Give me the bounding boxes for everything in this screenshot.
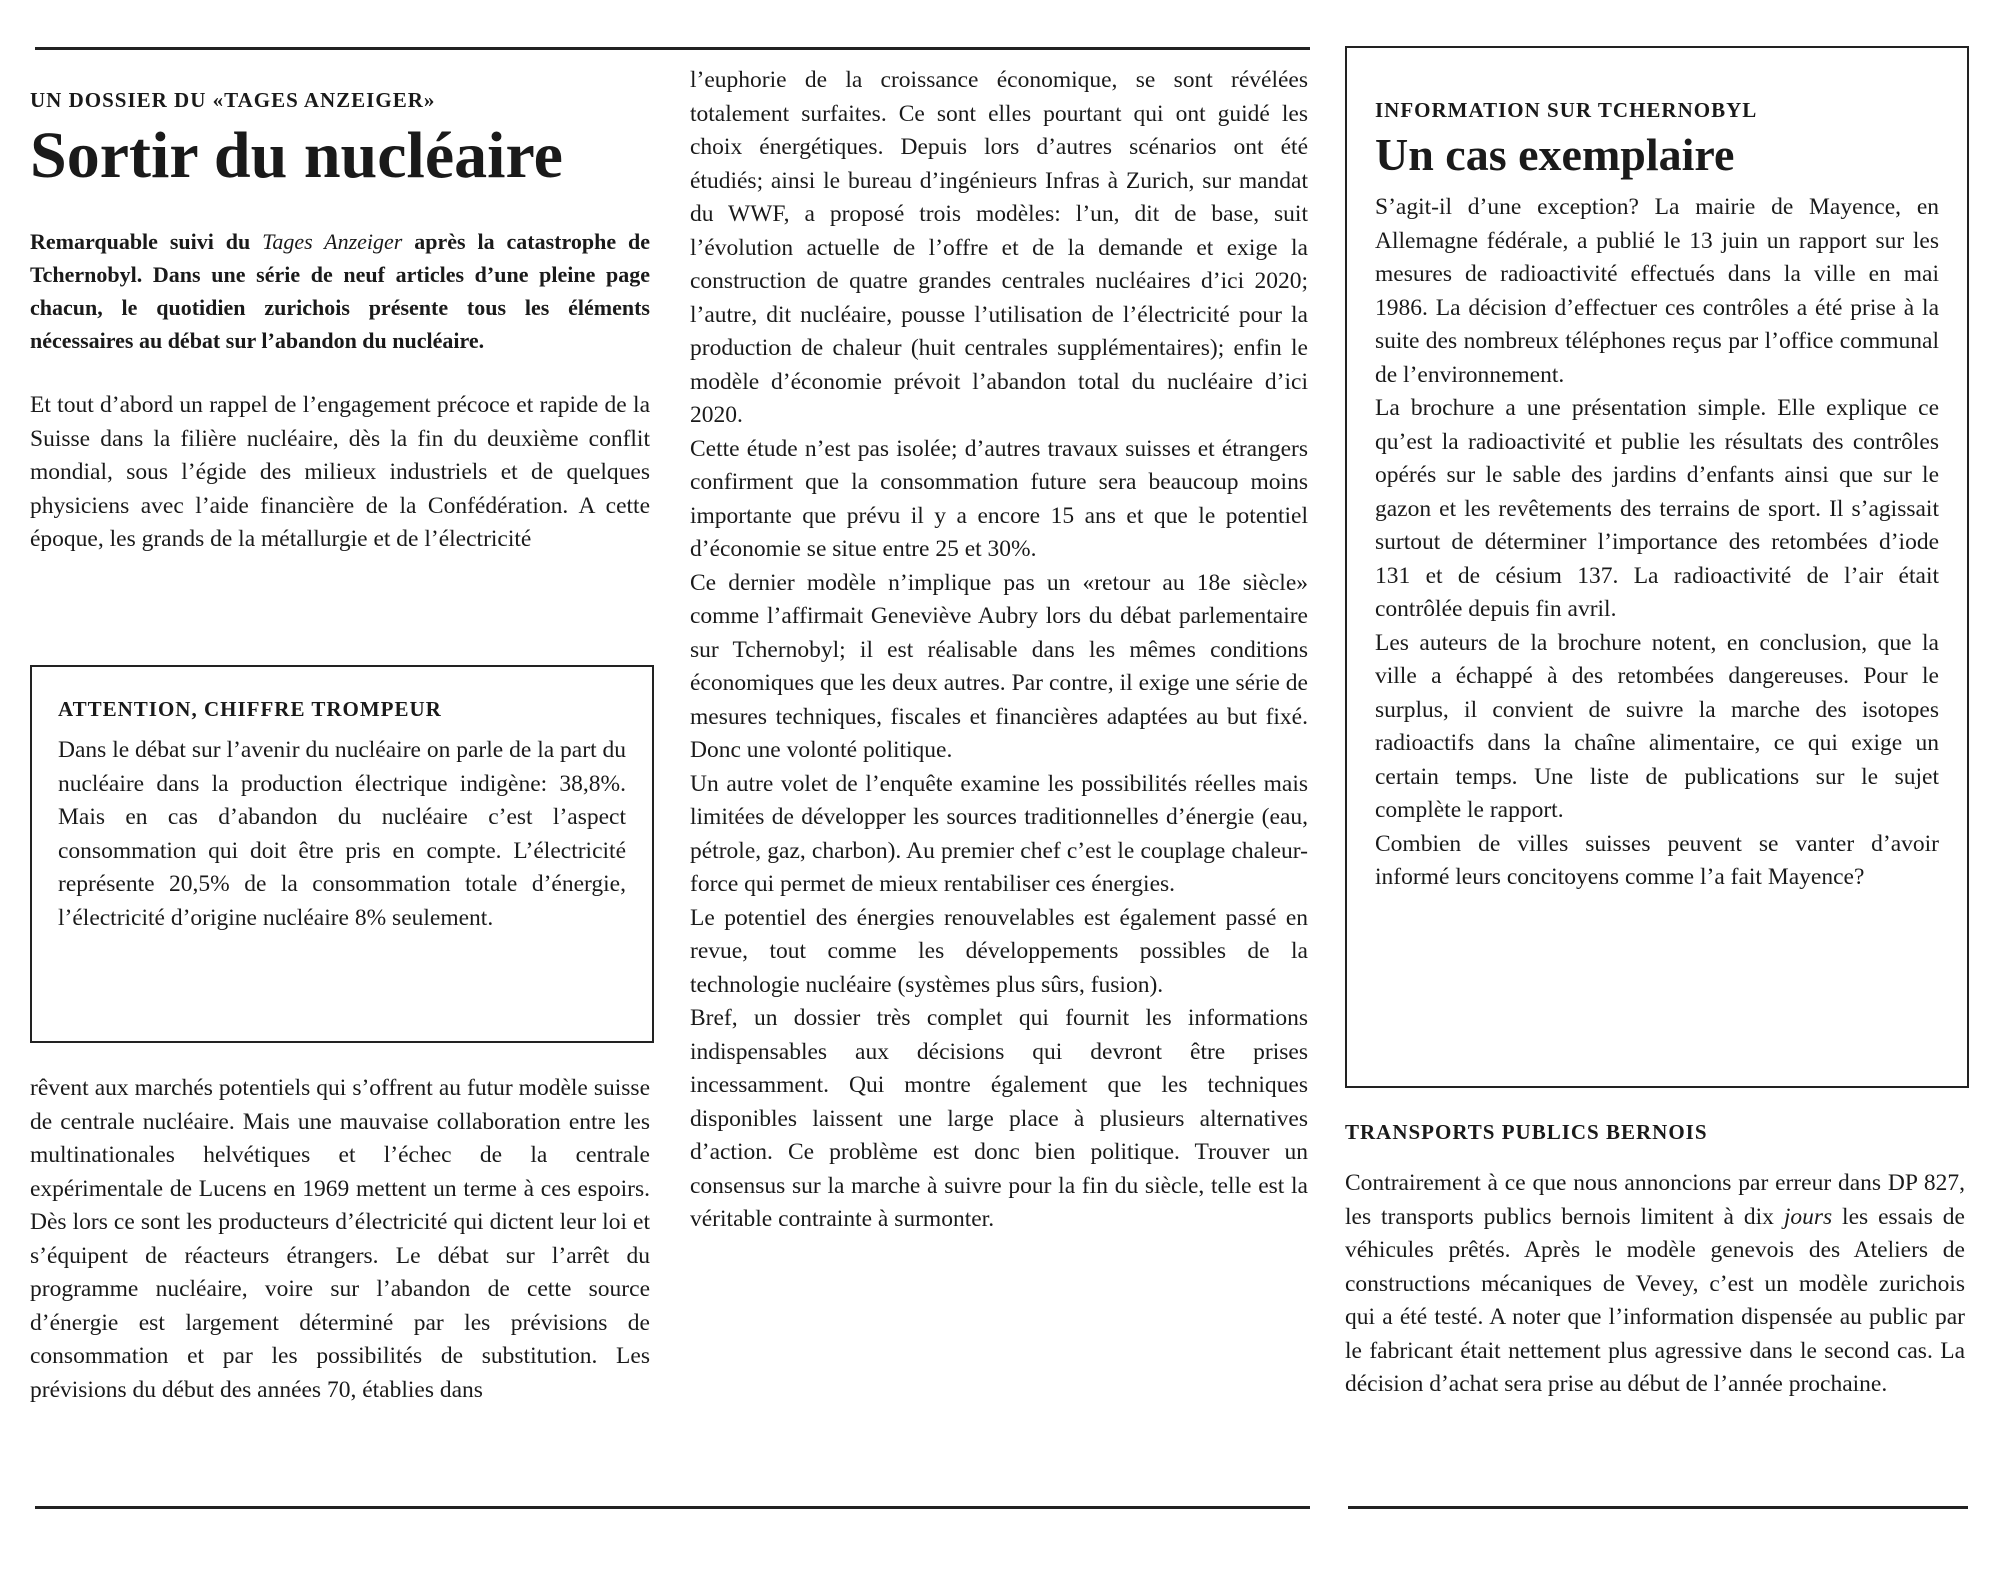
middle-paragraph-4: Un autre volet de l’enquête examine les possibilités réelles mais limitées de développer les sources traditionnelles d’énergie (eau, pétrole, gaz, charbon). Au premier chef c’est le couplage chaleur-force qui permet de mieux rentabiliser ces énergies.: [690, 770, 1308, 897]
left-paragraph-2: rêvent aux marchés potentiels qui s’offrent au futur modèle suisse de centrale nucléaire. Mais une mauvaise collaboration entre les multinationales helvétiques et l’échec de la centrale expérimentale de Lucens en 1969 mettent un terme à ces espoirs. Dès lors ce sont les producteurs d’électricité qui dictent leur loi et s’équipent de réacteurs étrangers. Le débat sur l’arrêt du programme nucléaire, voire sur l’abandon de cette source d’énergie est largement déterminé par les prévisions de consommation et par les possibilités de substitution. Les prévisions du début des années 70, établies dans: [30, 1075, 650, 1403]
transports-section: [1345, 1120, 1965, 1402]
chernobyl-title: Un cas exemplaire: [1375, 129, 1735, 180]
transports-text-1: Contrairement à ce que nous annoncions par erreur dans DP 827, les transports publics bernois limitent à dix: [1345, 1170, 1965, 1230]
chernobyl-kicker: INFORMATION SUR TCHERNOBYL: [1375, 98, 1758, 122]
dossier-kicker: UN DOSSIER DU «TAGES ANZEIGER»: [30, 88, 436, 112]
middle-column: [690, 64, 1308, 1237]
left-paragraph-1: Et tout d’abord un rappel de l’engagement précoce et rapide de la Suisse dans la filière nucléaire, dès la fin du deuxième conflit mondial, sous l’égide des milieux industriels et de quelques physiciens avec l’aide financière de la Confédération. A cette époque, les grands de la métallurgie et de l’électricité: [30, 392, 650, 552]
attention-heading: ATTENTION, CHIFFRE TROMPEUR: [58, 697, 442, 721]
middle-paragraph-5: Le potentiel des énergies renouvelables est également passé en revue, tout comme les développements possibles de la technologie nucléaire (systèmes plus sûrs, fusion).: [690, 904, 1308, 998]
attention-text: Dans le débat sur l’avenir du nucléaire on parle de la part du nucléaire dans la production électrique indigène: 38,8%. Mais en cas d’abandon du nucléaire c’est l’aspect consommation qui doit être pris en compte. L’électricité représente 20,5% de la consommation totale d’énergie, l’électricité d’origine nucléaire 8% seulement.: [58, 737, 626, 931]
middle-paragraph-3: Ce dernier modèle n’implique pas un «retour au 18e siècle» comme l’affirmait Geneviève Aubry lors du débat parlementaire sur Tchernobyl; il est réalisable dans les mêmes conditions économiques que les deux autres. Par contre, il exige une série de mesures techniques, fiscales et financières adaptées au but fixé. Donc une volonté politique.: [690, 569, 1308, 763]
lead-text-2: après la catastrophe de Tchernobyl. Dans une série de neuf articles d’une pleine page chacun, le quotidien zurichois présente tous les éléments nécessaires au débat sur l’abandon du nucléaire.: [30, 229, 650, 353]
article-title: Sortir du nucléaire: [30, 119, 563, 192]
lead-text-1: Remarquable suivi du: [30, 229, 263, 254]
middle-paragraph-6: Bref, un dossier très complet qui fournit les informations indispensables aux décisions qui devront être prises incessamment. Qui montre également que les techniques disponibles laissent une large place à plusieurs alternatives d’action. Ce problème est donc bien politique. Trouver un consensus sur la marche à suivre pour la fin du siècle, telle est la véritable contrainte à surmonter.: [690, 1005, 1308, 1232]
transports-italic: jours: [1783, 1203, 1833, 1230]
middle-paragraph-2: Cette étude n’est pas isolée; d’autres travaux suisses et étrangers confirment que la consommation future sera beaucoup moins importante que prévu il y a encore 15 ans et que le potentiel d’économie se situe entre 25 et 30%.: [690, 435, 1308, 562]
chernobyl-paragraph-2: La brochure a une présentation simple. Elle explique ce qu’est la radioactivité et publie les résultats des contrôles opérés sur le sable des jardins d’enfants ainsi que sur le gazon et les revêtements des terrains de sport. Il s’agissait surtout de déterminer l’importance des retombées d’iode 131 et de césium 137. La radioactivité de l’air était contrôlée depuis fin avril.: [1375, 395, 1939, 622]
lead-italic: Tages Anzeiger: [262, 229, 403, 254]
chernobyl-info-box: [1345, 46, 1969, 1088]
top-rule-left: [35, 47, 1310, 50]
transports-heading: TRANSPORTS PUBLICS BERNOIS: [1345, 1120, 1708, 1144]
middle-paragraph-1: l’euphorie de la croissance économique, se sont révélées totalement surfaites. Ce sont elles pourtant qui ont guidé les choix énergétiques. Depuis lors d’autres scénarios ont été étudiés; ainsi le bureau d’ingénieurs Infras à Zurich, sur mandat du WWF, a proposé trois modèles: l’un, dit de base, suit l’évolution actuelle de l’offre et de la demande et exige la construction de quatre grandes centrales nucléaires d’ici 2020; l’autre, dit nucléaire, pousse l’utilisation de l’électricité pour la production de chaleur (huit centrales supplémentaires); enfin le modèle d’économie prévoit l’abandon total du nucléaire d’ici 2020.: [690, 67, 1308, 428]
transports-text: [1345, 1167, 1965, 1402]
attention-box: [30, 665, 654, 1043]
chernobyl-body: [1375, 191, 1939, 895]
bottom-rule-right: [1348, 1506, 1968, 1509]
chernobyl-paragraph-4: Combien de villes suisses peuvent se vanter d’avoir informé leurs concitoyens comme l’a fait Mayence?: [1375, 830, 1939, 890]
transports-text-2: les essais de véhicules prêtés. Après le modèle genevois des Ateliers de constructions mécaniques de Vevey, c’est un modèle zurichois qui a été testé. A noter que l’information dispensée au public par le fabricant était nettement plus agressive dans le second cas. La décision d’achat sera prise au début de l’année prochaine.: [1345, 1203, 1965, 1397]
article-lead: [30, 225, 650, 357]
bottom-rule-left: [35, 1506, 1310, 1509]
chernobyl-paragraph-3: Les auteurs de la brochure notent, en conclusion, que la ville a échappé à des retombées dangereuses. Pour le surplus, il convient de suivre la marche des isotopes radioactifs dans la chaîne alimentaire, ce qui exige un certain temps. Une liste de publications sur le sujet complète le rapport.: [1375, 629, 1939, 823]
left-column-continued: [30, 1072, 650, 1407]
left-column: [30, 88, 650, 557]
chernobyl-paragraph-1: S’agit-il d’une exception? La mairie de Mayence, en Allemagne fédérale, a publié le 13 juin un rapport sur les mesures de radioactivité effectués dans la ville en mai 1986. La décision d’effectuer ces contrôles a été prise à la suite des nombreux téléphones reçus par l’office communal de l’environnement.: [1375, 194, 1939, 388]
